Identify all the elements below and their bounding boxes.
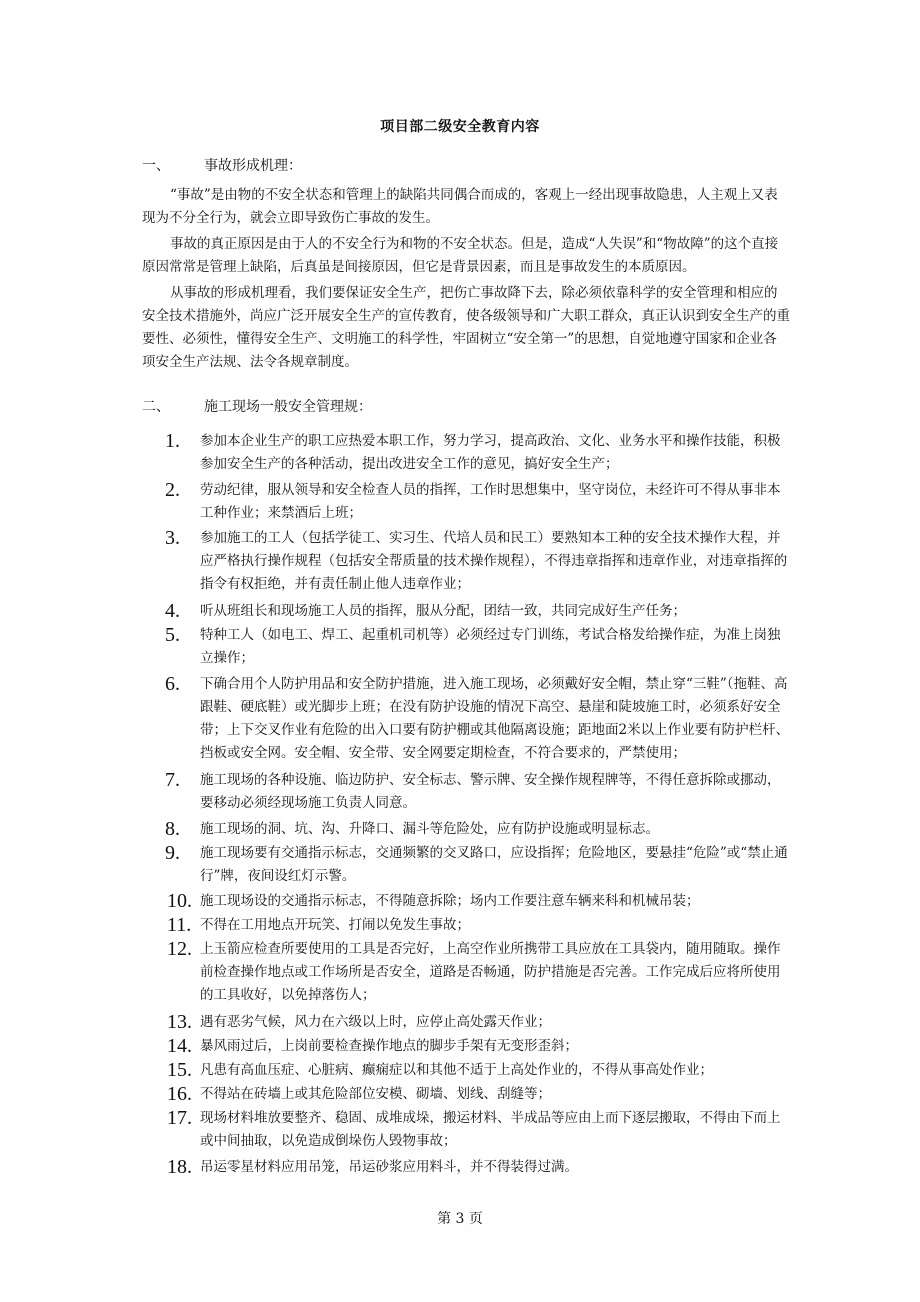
section-1-heading bbox=[142, 155, 302, 175]
item-number: 17. bbox=[167, 1107, 192, 1129]
item-number: 5. bbox=[165, 624, 180, 646]
item-text: 凡患有高血压症、心脏病、癫痫症以和其他不适于上高处作业的，不得从事高处作业； bbox=[200, 1062, 713, 1078]
item-text: 劳动纪律，服从领导和安全检查人员的指挥，工作时思想集中，坚守岗位，未经许可不得从事非本工种作业；来禁酒后上班； bbox=[200, 482, 781, 521]
item-number: 4. bbox=[165, 600, 180, 622]
section-2-heading bbox=[142, 396, 372, 416]
section-1-title: 事故形成机理： bbox=[204, 158, 302, 174]
item-text: 遇有恶劣气候，风力在六级以上时，应停止高处露天作业； bbox=[200, 1014, 551, 1030]
item-text: 施工现场要有交通指示标志，交通频繁的交叉路口，应设指挥；危险地区，要悬挂“危险”或“禁止通行”牌，夜间设红灯示警。 bbox=[200, 845, 788, 884]
item-text: 参加施工的工人（包括学徒工、实习生、代培人员和民工）要熟知本工种的安全技术操作大程，并应严格执行操作规程（包括安全帮质量的技术操作规程），不得违章指挥和违章作业，对违章指挥的指令有权拒绝，并有责任制止他人违章作业； bbox=[200, 530, 788, 592]
item-text: 吊运零星材料应用吊笼，吊运砂浆应用料斗，并不得装得过满。 bbox=[200, 1159, 578, 1175]
item-number: 11. bbox=[167, 914, 192, 936]
item-number: 10. bbox=[167, 890, 192, 912]
item-number: 13. bbox=[167, 1011, 192, 1033]
item-text: 暴风雨过后，上岗前要检查操作地点的脚步手架有无变形歪斜； bbox=[200, 1038, 578, 1054]
item-text: 不得在工用地点开玩笑、打闹以免发生事故； bbox=[200, 917, 470, 933]
item-number: 9. bbox=[165, 842, 180, 864]
item-text: 施工现场设的交通指示标志，不得随意拆除；场内工作要注意车辆来科和机械吊装； bbox=[200, 893, 700, 909]
item-number: 1. bbox=[165, 430, 180, 452]
item-text: 听从班组长和现场施工人员的指挥，服从分配，团结一致，共同完成好生产任务； bbox=[200, 603, 686, 619]
section-1-number: 一、 bbox=[142, 158, 170, 174]
page-title: 项目部二级安全教育内容 bbox=[380, 119, 540, 135]
section-2-title: 施工现场一般安全管理规： bbox=[204, 399, 372, 415]
item-number: 6. bbox=[165, 673, 180, 695]
section-1-paragraph-1 bbox=[142, 184, 790, 230]
item-text: 参加本企业生产的职工应热爱本职工作，努力学习，提高政治、文化、业务水平和操作技能，积极参加安全生产的各种活动，提出改进安全工作的意见，搞好安全生产； bbox=[200, 433, 781, 472]
item-text: 施工现场的各种设施、临边防护、安全标志、警示牌、安全操作规程牌等，不得任意拆除或挪动，要移动必须经现场施工负责人同意。 bbox=[200, 772, 781, 811]
section-2-number: 二、 bbox=[142, 399, 170, 415]
page-number: 第 3 页 bbox=[437, 1211, 483, 1227]
item-number: 14. bbox=[167, 1035, 192, 1057]
item-text: 特种工人（如电工、焊工、起重机司机等）必须经过专门训练，考试合格发给操作症，为准上岗独立操作； bbox=[200, 627, 781, 666]
item-number: 18. bbox=[167, 1156, 192, 1178]
item-number: 15. bbox=[167, 1059, 192, 1081]
item-text: 上玉箭应检查所要使用的工具是否完好，上高空作业所携带工具应放在工具袋内，随用随取。操作前检查操作地点或工作场所是否安全，道路是否畅通，防护措施是否完善。工作完成后应将所使用的工具收好，以免掉落伤人； bbox=[200, 941, 781, 1003]
paragraph-text: “事故”是由物的不安全状态和管理上的缺陷共同偶合而成的，客观上一经出现事故隐患，人主观上又表现为不分全行为，就会立即导致伤亡事故的发生。 bbox=[142, 187, 778, 226]
item-number: 2. bbox=[165, 479, 180, 501]
item-text: 施工现场的洞、坑、沟、升降口、漏斗等危险处，应有防护设施或明显标志。 bbox=[200, 821, 659, 837]
item-number: 16. bbox=[167, 1083, 192, 1105]
section-1-paragraph-3 bbox=[142, 282, 790, 374]
item-number: 7. bbox=[165, 769, 180, 791]
item-text: 下确合用个人防护用品和安全防护措施，进入施工现场，必须戴好安全帽，禁止穿“三鞋”（拖鞋、高跟鞋、硬底鞋）或光脚步上班；在没有防护设施的情况下高空、悬崖和陡坡施工时，必须系好安全带；上下交叉作业有危险的出入口要有防护棚或其他隔离设施；距地面2米以上作业要有防护栏杆、挡板或安全网。安全帽、安全带、安全网要定期检查，不符合要求的，严禁使用； bbox=[200, 676, 790, 761]
item-text: 不得站在砖墙上或其危险部位安模、砌墙、划线、刮缝等； bbox=[200, 1086, 551, 1102]
paragraph-text: 事故的真正原因是由于人的不安全行为和物的不安全状态。但是，造成“人失误”和“物故障”的这个直接原因常常是管理上缺陷，后真虽是间接原因，但它是背景因素，而且是事故发生的本质原因。 bbox=[142, 236, 779, 275]
section-1-paragraph-2 bbox=[142, 233, 790, 279]
item-number: 8. bbox=[165, 818, 180, 840]
item-number: 3. bbox=[165, 527, 180, 549]
item-number: 12. bbox=[167, 938, 192, 960]
paragraph-text: 从事故的形成机理看，我们要保证安全生产，把伤亡事故降下去，除必须依靠科学的安全管理和相应的安全技术措施外，尚应广泛开展安全生产的宣传教育，使各级领导和广大职工群众，真正认识到安全生产的重要性、必须性，懂得安全生产、文明施工的科学性，牢固树立“安全第一”的思想，自觉地遵守国家和企业各项安全生产法规、法令各规章制度。 bbox=[142, 285, 790, 370]
item-text: 现场材料堆放要整齐、稳固、成堆成垛，搬运材料、半成品等应由上而下逐层搬取，不得由下而上或中间抽取，以免造成倒垛伤人毁物事故； bbox=[200, 1110, 781, 1149]
